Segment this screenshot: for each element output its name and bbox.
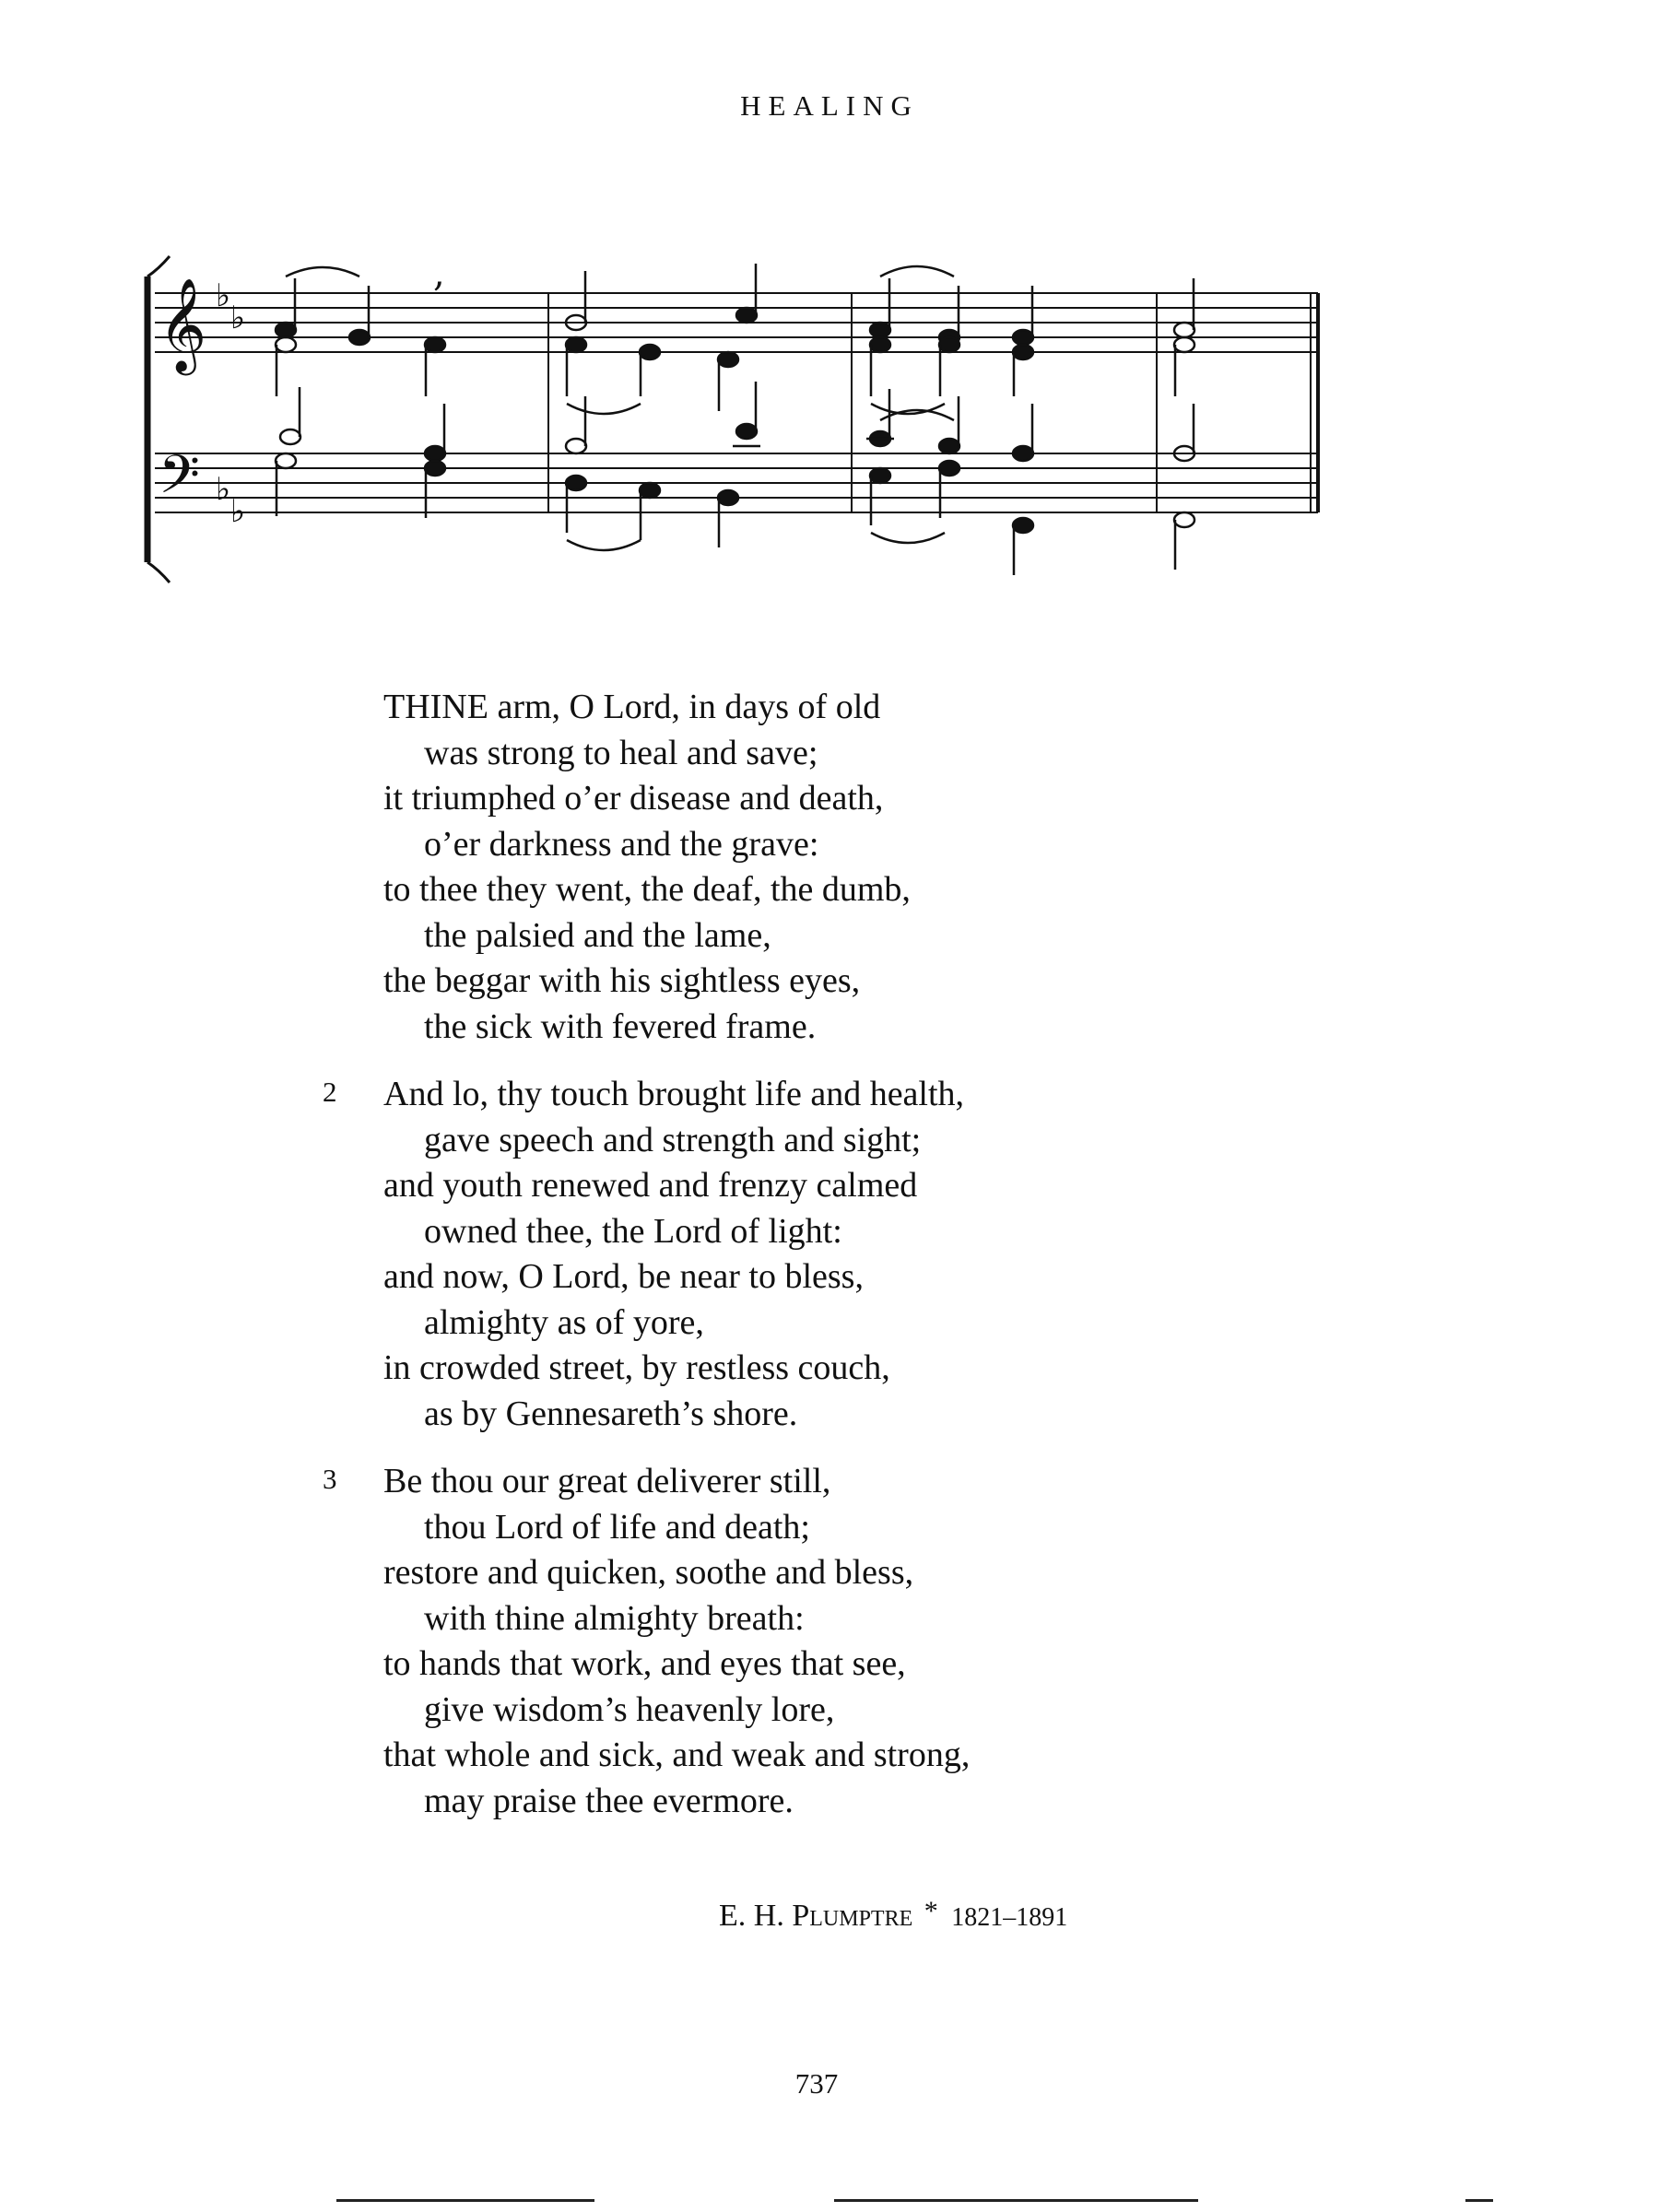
- svg-text:♭: ♭: [216, 277, 231, 314]
- verse-line: with thine almighty breath:: [424, 1598, 805, 1638]
- attribution: [719, 1896, 1068, 1934]
- footer-rule: [834, 2199, 1198, 2202]
- verse-line: owned thee, the Lord of light:: [424, 1211, 842, 1251]
- verse-line: the palsied and the lame,: [424, 915, 771, 955]
- author-name: E. H. Plumptre: [719, 1899, 913, 1933]
- stanza-1: [323, 685, 1336, 1050]
- verse-line: was strong to heal and save;: [424, 733, 818, 772]
- verse-line: and now, O Lord, be near to bless,: [383, 1257, 864, 1296]
- verse-line: o’er darkness and the grave:: [424, 824, 819, 864]
- verse-line: as by Gennesareth’s shore.: [424, 1394, 798, 1433]
- page-number: 737: [794, 2067, 839, 2100]
- verse-line: And lo, thy touch brought life and health,: [383, 1075, 965, 1113]
- verse-line: the sick with fevered frame.: [424, 1006, 817, 1046]
- svg-text:𝄞: 𝄞: [159, 276, 207, 371]
- svg-text:♭: ♭: [230, 493, 246, 530]
- music-score: [138, 249, 1327, 618]
- stanza-3: [323, 1459, 1336, 1824]
- verse-line: gave speech and strength and sight;: [424, 1120, 922, 1159]
- stanza-2: [323, 1072, 1336, 1437]
- verse-line: to thee they went, the deaf, the dumb,: [383, 870, 911, 909]
- verse-line: to hands that work, and eyes that see,: [383, 1644, 906, 1683]
- verse-line: in crowded street, by restless couch,: [383, 1348, 890, 1387]
- svg-text:𝄢: 𝄢: [159, 443, 201, 519]
- footer-rule: [1465, 2199, 1493, 2202]
- stanza-number: 3: [323, 1463, 337, 1495]
- verse-line: and youth renewed and frenzy calmed: [383, 1166, 918, 1205]
- stanza-number: 2: [323, 1076, 337, 1108]
- verse-line: thou Lord of life and death;: [424, 1507, 810, 1547]
- svg-text:,: ,: [433, 253, 445, 295]
- author-dates: 1821–1891: [951, 1903, 1068, 1932]
- verse-line: Be thou our great deliverer still,: [383, 1462, 831, 1500]
- footer-rule: [336, 2199, 594, 2202]
- svg-text:♭: ♭: [230, 300, 246, 336]
- verse-line: restore and quicken, soothe and bless,: [383, 1553, 914, 1592]
- verse-line: almighty as of yore,: [424, 1302, 704, 1342]
- hymn-verses: [323, 685, 1336, 1846]
- star-icon: *: [924, 1896, 938, 1926]
- svg-text:♭: ♭: [216, 471, 231, 508]
- verse-line: that whole and sick, and weak and strong,: [383, 1735, 971, 1774]
- verse-line: may praise thee evermore.: [424, 1781, 794, 1820]
- verse-line: the beggar with his sightless eyes,: [383, 961, 861, 1000]
- verse-line: it triumphed o’er disease and death,: [383, 779, 884, 818]
- verse-line: give wisdom’s heavenly lore,: [424, 1689, 835, 1729]
- verse-line: THINE arm, O Lord, in days of old: [383, 688, 881, 726]
- page-heading: HEALING: [740, 89, 919, 122]
